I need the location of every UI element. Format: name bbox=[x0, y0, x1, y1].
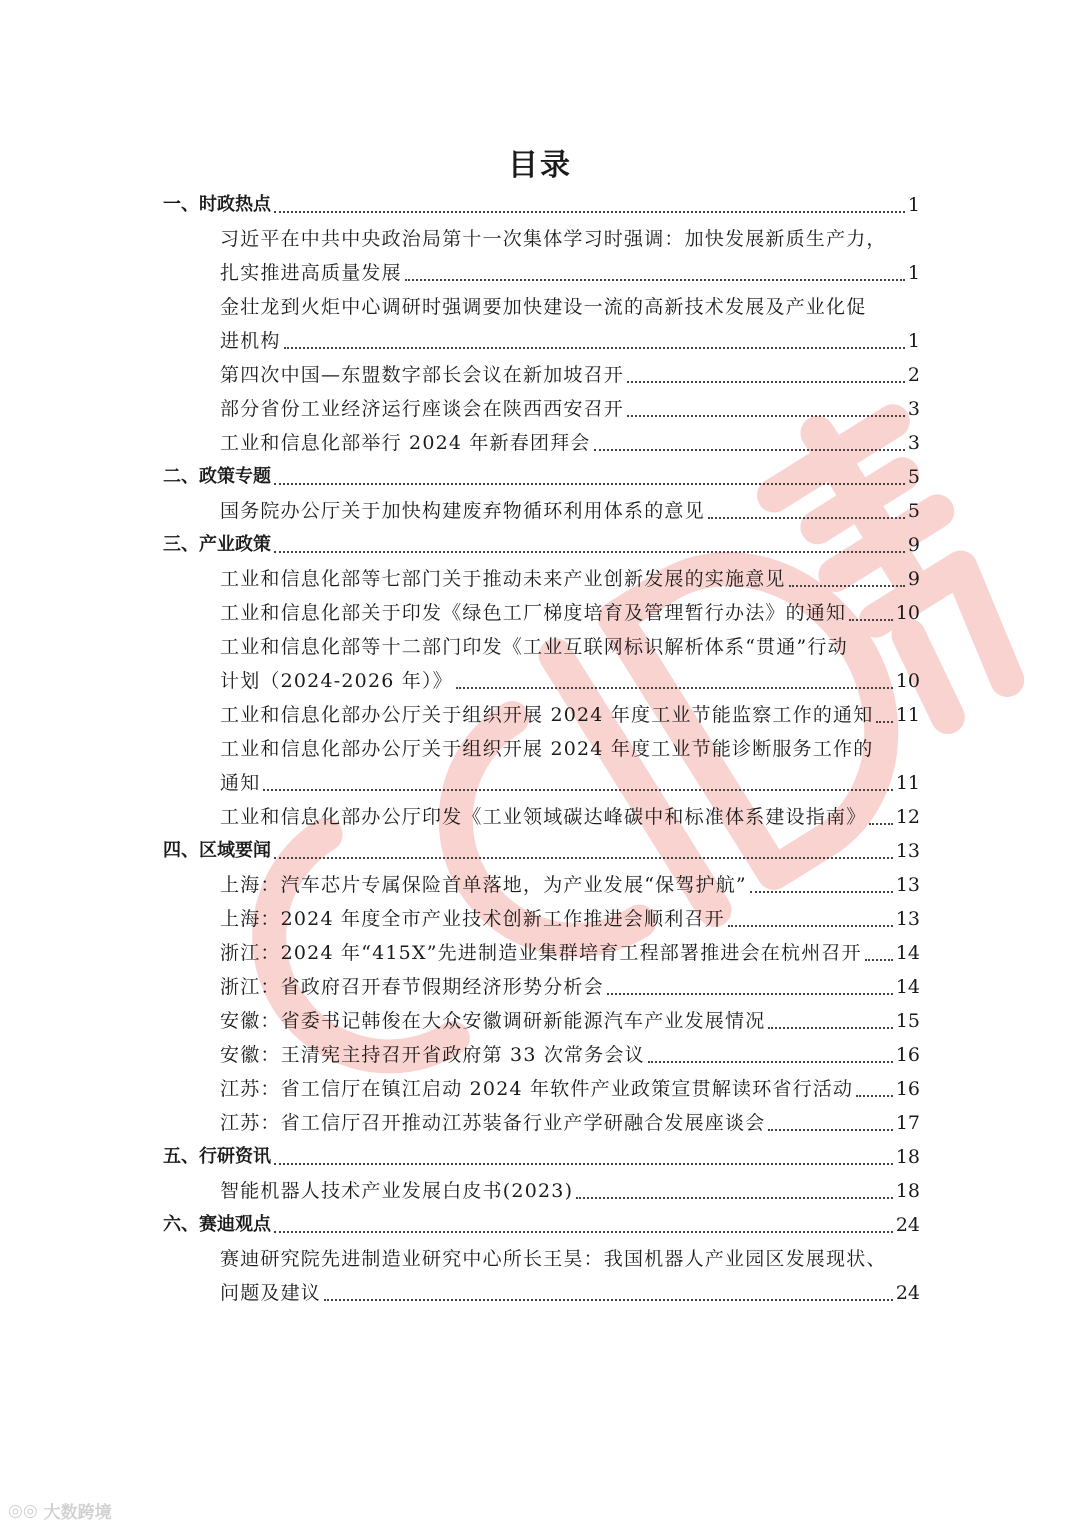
entry-text: 安徽：省委书记韩俊在大众安徽调研新能源汽车产业发展情况 bbox=[220, 1010, 766, 1032]
toc-entry[interactable] bbox=[163, 1174, 920, 1208]
dot-leader bbox=[768, 1129, 892, 1131]
toc-entry[interactable] bbox=[163, 1276, 920, 1310]
dot-leader bbox=[456, 687, 893, 689]
toc-entry[interactable] bbox=[163, 1038, 920, 1072]
entry-text: 进机构 bbox=[220, 330, 281, 352]
entry-text: 问题及建议 bbox=[220, 1282, 322, 1304]
toc-entry[interactable] bbox=[163, 1072, 920, 1106]
page-number: 18 bbox=[895, 1146, 920, 1168]
toc-section-heading[interactable] bbox=[163, 834, 920, 868]
dot-leader bbox=[750, 891, 893, 893]
dot-leader bbox=[708, 517, 905, 519]
page-number: 3 bbox=[907, 398, 920, 420]
toc-section-heading[interactable] bbox=[163, 1208, 920, 1242]
dot-leader bbox=[869, 823, 892, 825]
toc-entry[interactable] bbox=[163, 970, 920, 1004]
toc-entry-line[interactable] bbox=[163, 732, 920, 766]
dot-leader bbox=[576, 1197, 893, 1199]
dot-leader bbox=[607, 993, 893, 995]
dot-leader bbox=[627, 381, 905, 383]
page-number: 16 bbox=[895, 1044, 920, 1066]
page-number: 24 bbox=[895, 1282, 920, 1304]
entry-text: 工业和信息化部关于印发《绿色工厂梯度培育及管理暂行办法》的通知 bbox=[220, 602, 847, 624]
dot-leader bbox=[274, 211, 905, 213]
toc-entry[interactable] bbox=[163, 902, 920, 936]
page-number: 16 bbox=[895, 1078, 920, 1100]
toc-section-heading[interactable] bbox=[163, 188, 920, 222]
entry-text: 国务院办公厅关于加快构建废弃物循环利用体系的意见 bbox=[220, 500, 705, 522]
eye-icon: ◎◎ bbox=[8, 1500, 38, 1521]
entry-text: 部分省份工业经济运行座谈会在陕西西安召开 bbox=[220, 398, 625, 420]
entry-text: 计划（2024-2026 年）》 bbox=[220, 670, 453, 692]
dot-leader bbox=[627, 415, 905, 417]
page-number: 13 bbox=[895, 908, 920, 930]
page-number: 5 bbox=[907, 466, 920, 488]
page-number: 17 bbox=[895, 1112, 920, 1134]
entry-text: 通知 bbox=[220, 772, 261, 794]
entry-text: 浙江：2024 年“415X”先进制造业集群培育工程部署推进会在杭州召开 bbox=[220, 942, 862, 964]
page-number: 1 bbox=[907, 194, 920, 216]
entry-text: 工业和信息化部办公厅印发《工业领域碳达峰碳中和标准体系建设指南》 bbox=[220, 806, 867, 828]
dot-leader bbox=[274, 551, 905, 553]
entry-text: 工业和信息化部办公厅关于组织开展 2024 年度工业节能诊断服务工作的 bbox=[220, 738, 874, 760]
toc-entry-line[interactable] bbox=[163, 1242, 920, 1276]
page-number: 13 bbox=[895, 840, 920, 862]
page-number: 14 bbox=[895, 942, 920, 964]
entry-text: 赛迪研究院先进制造业研究中心所长王昊：我国机器人产业园区发展现状、 bbox=[220, 1248, 887, 1270]
entry-text: 金壮龙到火炬中心调研时强调要加快建设一流的高新技术发展及产业化促 bbox=[220, 296, 867, 318]
table-of-contents bbox=[163, 188, 920, 1310]
entry-text: 工业和信息化部等七部门关于推动未来产业创新发展的实施意见 bbox=[220, 568, 786, 590]
page-number: 24 bbox=[895, 1214, 920, 1236]
page-number: 1 bbox=[907, 330, 920, 352]
dot-leader bbox=[728, 925, 893, 927]
page-number: 1 bbox=[907, 262, 920, 284]
dot-leader bbox=[648, 1061, 893, 1063]
toc-entry[interactable] bbox=[163, 494, 920, 528]
toc-entry[interactable] bbox=[163, 1004, 920, 1038]
toc-entry[interactable] bbox=[163, 766, 920, 800]
dot-leader bbox=[274, 1231, 893, 1233]
toc-entry[interactable] bbox=[163, 936, 920, 970]
entry-text: 扎实推进高质量发展 bbox=[220, 262, 402, 284]
dot-leader bbox=[274, 857, 893, 859]
dot-leader bbox=[856, 1095, 893, 1097]
dot-leader bbox=[865, 959, 893, 961]
toc-entry[interactable] bbox=[163, 868, 920, 902]
dot-leader bbox=[324, 1299, 893, 1301]
entry-text: 工业和信息化部举行 2024 年新春团拜会 bbox=[220, 432, 591, 454]
dot-leader bbox=[594, 449, 905, 451]
page-number: 13 bbox=[895, 874, 920, 896]
page-number: 11 bbox=[895, 704, 920, 726]
page-number: 12 bbox=[895, 806, 920, 828]
entry-text: 工业和信息化部等十二部门印发《工业互联网标识解析体系“贯通”行动 bbox=[220, 636, 848, 658]
toc-entry[interactable] bbox=[163, 358, 920, 392]
dot-leader bbox=[274, 483, 905, 485]
dot-leader bbox=[849, 619, 893, 621]
page-number: 18 bbox=[895, 1180, 920, 1202]
site-watermark bbox=[8, 1498, 112, 1523]
toc-entry[interactable] bbox=[163, 1106, 920, 1140]
section-heading-text: 二、政策专题 bbox=[163, 466, 271, 487]
section-heading-text: 三、产业政策 bbox=[163, 534, 271, 555]
page-number: 10 bbox=[895, 670, 920, 692]
toc-entry[interactable] bbox=[163, 426, 920, 460]
toc-section-heading[interactable] bbox=[163, 528, 920, 562]
toc-entry[interactable] bbox=[163, 596, 920, 630]
entry-text: 智能机器人技术产业发展白皮书(2023) bbox=[220, 1180, 574, 1202]
page-number: 10 bbox=[895, 602, 920, 624]
entry-text: 第四次中国—东盟数字部长会议在新加坡召开 bbox=[220, 364, 625, 386]
entry-text: 安徽：王清宪主持召开省政府第 33 次常务会议 bbox=[220, 1044, 645, 1066]
page-number: 14 bbox=[895, 976, 920, 998]
toc-section-heading[interactable] bbox=[163, 1140, 920, 1174]
toc-entry[interactable] bbox=[163, 562, 920, 596]
toc-entry[interactable] bbox=[163, 324, 920, 358]
toc-entry[interactable] bbox=[163, 664, 920, 698]
entry-text: 工业和信息化部办公厅关于组织开展 2024 年度工业节能监察工作的通知 bbox=[220, 704, 874, 726]
section-heading-text: 四、区域要闻 bbox=[163, 840, 271, 861]
toc-entry[interactable] bbox=[163, 698, 920, 732]
page-number: 9 bbox=[907, 568, 920, 590]
page-number: 11 bbox=[895, 772, 920, 794]
dot-leader bbox=[789, 585, 905, 587]
section-heading-text: 六、赛迪观点 bbox=[163, 1214, 271, 1235]
page-number: 2 bbox=[907, 364, 920, 386]
toc-section-heading[interactable] bbox=[163, 460, 920, 494]
site-mark-label: 大数跨境 bbox=[43, 1503, 112, 1523]
dot-leader bbox=[274, 1163, 893, 1165]
section-heading-text: 五、行研资讯 bbox=[163, 1146, 271, 1167]
dot-leader bbox=[768, 1027, 892, 1029]
toc-entry[interactable] bbox=[163, 800, 920, 834]
entry-text: 浙江：省政府召开春节假期经济形势分析会 bbox=[220, 976, 604, 998]
page-title: 目录 bbox=[508, 148, 572, 183]
page-number: 3 bbox=[907, 432, 920, 454]
toc-entry[interactable] bbox=[163, 392, 920, 426]
entry-text: 江苏：省工信厅在镇江启动 2024 年软件产业政策宣贯解读环省行活动 bbox=[220, 1078, 854, 1100]
entry-text: 习近平在中共中央政治局第十一次集体学习时强调：加快发展新质生产力， bbox=[220, 228, 887, 250]
page-number: 15 bbox=[895, 1010, 920, 1032]
toc-entry[interactable] bbox=[163, 256, 920, 290]
page-number: 5 bbox=[907, 500, 920, 522]
dot-leader bbox=[284, 347, 905, 349]
entry-text: 江苏：省工信厅召开推动江苏装备行业产学研融合发展座谈会 bbox=[220, 1112, 766, 1134]
dot-leader bbox=[263, 789, 892, 791]
section-heading-text: 一、时政热点 bbox=[163, 194, 271, 215]
dot-leader bbox=[876, 721, 892, 723]
toc-entry-line[interactable] bbox=[163, 630, 920, 664]
page-number: 9 bbox=[907, 534, 920, 556]
dot-leader bbox=[405, 279, 905, 281]
entry-text: 上海：汽车芯片专属保险首单落地，为产业发展“保驾护航” bbox=[220, 874, 747, 896]
toc-entry-line[interactable] bbox=[163, 222, 920, 256]
entry-text: 上海：2024 年度全市产业技术创新工作推进会顺利召开 bbox=[220, 908, 725, 930]
toc-entry-line[interactable] bbox=[163, 290, 920, 324]
